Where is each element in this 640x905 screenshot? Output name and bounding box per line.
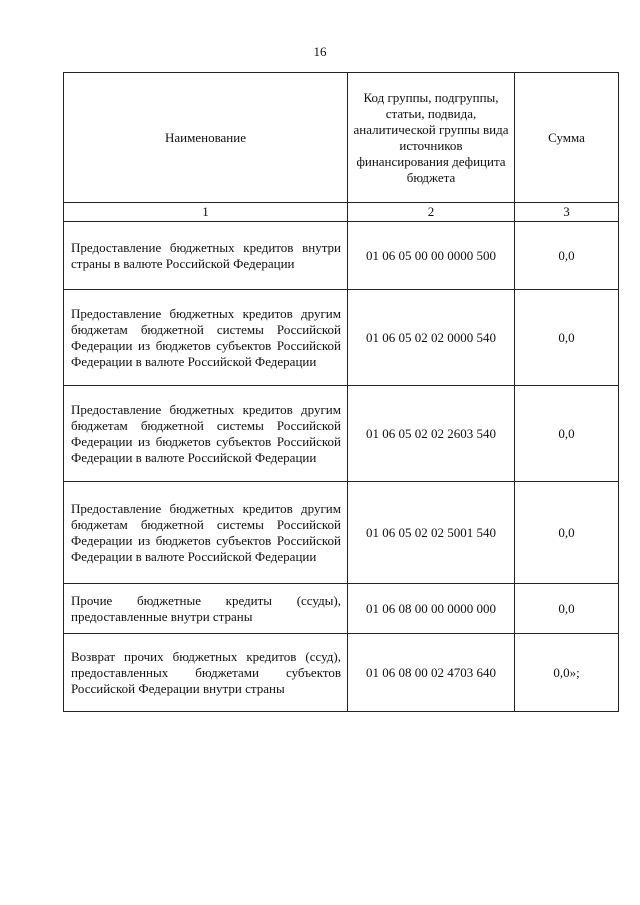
budget-sources-table (63, 72, 619, 712)
header-code: Код группы, подгруппы, статьи, подвида, аналитической группы вида источников финансирования дефицита бюджета (348, 73, 515, 203)
column-number: 3 (515, 203, 619, 222)
table-row (64, 634, 619, 712)
row-sum: 0,0 (515, 290, 619, 386)
row-sum: 0,0 (515, 584, 619, 634)
row-name: Предоставление бюджетных кредитов другим бюджетам бюджетной системы Российской Федерации из бюджетов субъектов Российской Федерации в валюте Российской Федерации (64, 290, 348, 386)
row-name: Прочие бюджетные кредиты (ссуды), предоставленные внутри страны (64, 584, 348, 634)
column-number: 2 (348, 203, 515, 222)
row-code: 01 06 05 02 02 5001 540 (348, 482, 515, 584)
row-name: Предоставление бюджетных кредитов внутри страны в валюте Российской Федерации (64, 222, 348, 290)
column-number: 1 (64, 203, 348, 222)
table-header-row (64, 73, 619, 203)
row-code: 01 06 05 02 02 0000 540 (348, 290, 515, 386)
row-sum: 0,0 (515, 222, 619, 290)
row-code: 01 06 05 00 00 0000 500 (348, 222, 515, 290)
row-code: 01 06 08 00 02 4703 640 (348, 634, 515, 712)
header-sum: Сумма (515, 73, 619, 203)
header-name: Наименование (64, 73, 348, 203)
column-number-row (64, 203, 619, 222)
row-sum: 0,0 (515, 386, 619, 482)
table-row (64, 386, 619, 482)
row-name: Возврат прочих бюджетных кредитов (ссуд), предоставленных бюджетами субъектов Российской Федерации внутри страны (64, 634, 348, 712)
row-code: 01 06 05 02 02 2603 540 (348, 386, 515, 482)
row-code: 01 06 08 00 00 0000 000 (348, 584, 515, 634)
table-row (64, 222, 619, 290)
row-name: Предоставление бюджетных кредитов другим бюджетам бюджетной системы Российской Федерации из бюджетов субъектов Российской Федерации в валюте Российской Федерации (64, 482, 348, 584)
page-number: 16 (313, 44, 327, 59)
table-row (64, 290, 619, 386)
table-row (64, 482, 619, 584)
table-row (64, 584, 619, 634)
row-sum: 0,0 (515, 482, 619, 584)
row-name: Предоставление бюджетных кредитов другим бюджетам бюджетной системы Российской Федерации из бюджетов субъектов Российской Федерации в валюте Российской Федерации (64, 386, 348, 482)
row-sum: 0,0»; (515, 634, 619, 712)
